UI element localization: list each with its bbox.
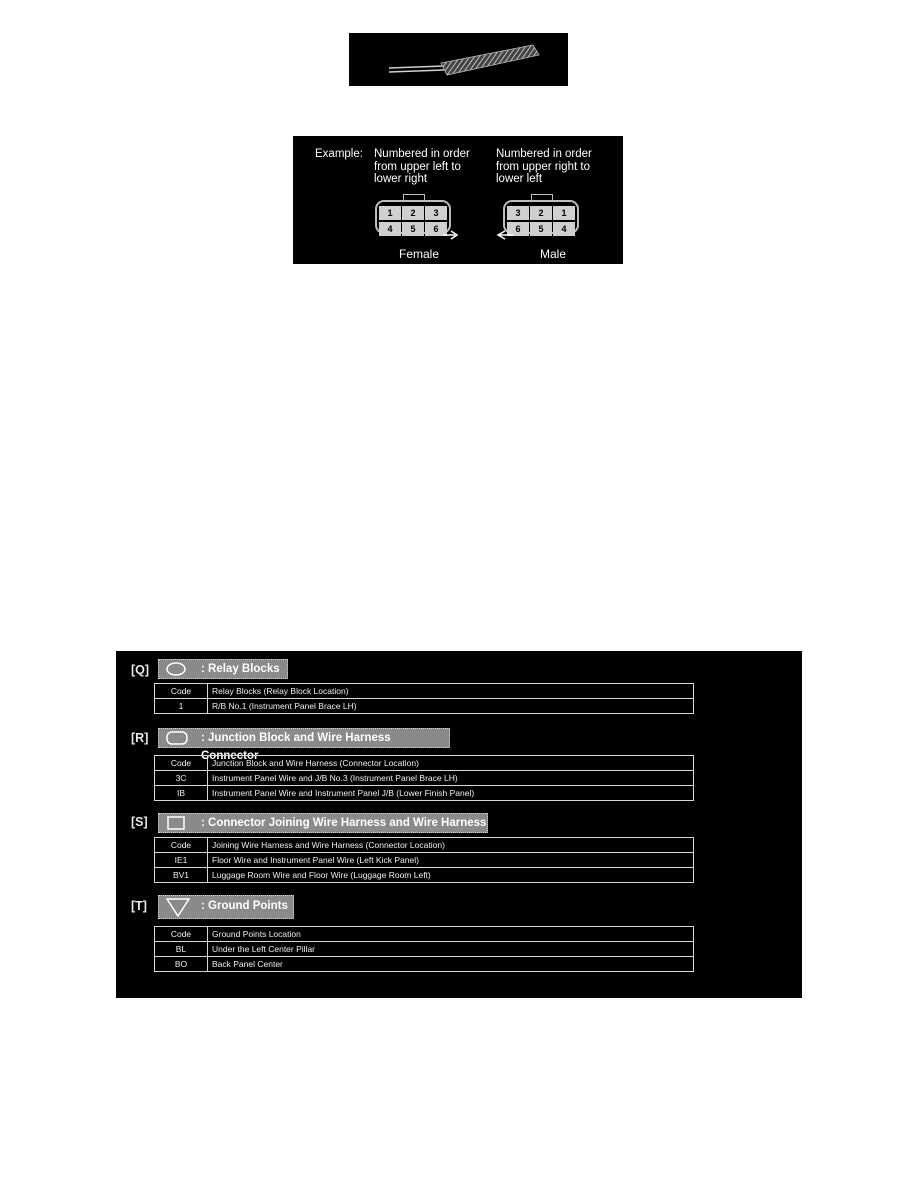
shielded-wire-image: [349, 33, 568, 86]
pin-number: 6: [425, 222, 447, 236]
male-connector: [503, 194, 581, 236]
pin-number: 2: [402, 206, 424, 220]
female-description: Numbered in order from upper left to lower right: [374, 148, 470, 185]
section-header-relay-blocks: [158, 659, 288, 679]
table-header-row: [155, 927, 694, 942]
junction-block-table: [154, 755, 694, 801]
section-header-ground-points: [158, 895, 294, 919]
square-icon: [165, 816, 187, 830]
table-row: [155, 957, 694, 972]
pin-number: 4: [379, 222, 401, 236]
male-description: Numbered in order from upper right to lower left: [496, 148, 592, 185]
shielded-wire-icon: [349, 33, 568, 86]
code-cell: BO: [155, 957, 208, 972]
circle-icon: [165, 662, 187, 676]
table-row: [155, 868, 694, 883]
pin-number: 5: [402, 222, 424, 236]
header-cell: Joining Wire Harness and Wire Harness (Connector Location): [208, 838, 694, 853]
rounded-rectangle-icon: [165, 731, 189, 745]
header-cell: Ground Points Location: [208, 927, 694, 942]
section-tag-q: [Q]: [131, 663, 150, 677]
code-cell: BV1: [155, 868, 208, 883]
table-header-row: [155, 684, 694, 699]
section-title: : Relay Blocks: [201, 663, 280, 675]
female-caption: Female: [399, 247, 440, 261]
header-cell: Code: [155, 684, 208, 699]
pin-number: 1: [553, 206, 575, 220]
code-cell: IE1: [155, 853, 208, 868]
location-cell: Instrument Panel Wire and Instrument Panel J/B (Lower Finish Panel): [208, 786, 694, 801]
table-header-row: [155, 756, 694, 771]
location-cell: Instrument Panel Wire and J/B No.3 (Instrument Panel Brace LH): [208, 771, 694, 786]
pin-number: 4: [553, 222, 575, 236]
female-connector: [375, 194, 453, 236]
table-row: [155, 853, 694, 868]
pin-number: 3: [507, 206, 529, 220]
section-title: : Ground Points: [201, 900, 288, 912]
code-cell: 1: [155, 699, 208, 714]
code-cell: BL: [155, 942, 208, 957]
section-title: : Connector Joining Wire Harness and Wire Harness: [201, 817, 487, 829]
pin-number: 3: [425, 206, 447, 220]
pin-number: 6: [507, 222, 529, 236]
pin-number: 1: [379, 206, 401, 220]
table-row: [155, 786, 694, 801]
code-cell: IB: [155, 786, 208, 801]
location-cell: Floor Wire and Instrument Panel Wire (Left Kick Panel): [208, 853, 694, 868]
header-cell: Code: [155, 838, 208, 853]
example-label: Example:: [315, 148, 363, 160]
section-tag-t: [T]: [131, 899, 147, 913]
location-cell: Under the Left Center Pillar: [208, 942, 694, 957]
table-row: [155, 699, 694, 714]
location-cell: Luggage Room Wire and Floor Wire (Luggage Room Left): [208, 868, 694, 883]
triangle-down-icon: [165, 897, 191, 917]
male-caption: Male: [540, 247, 567, 261]
section-tag-r: [R]: [131, 731, 149, 745]
connector-joining-table: [154, 837, 694, 883]
header-cell: Relay Blocks (Relay Block Location): [208, 684, 694, 699]
pin-number: 2: [530, 206, 552, 220]
connector-legend-panel: [116, 651, 802, 998]
location-cell: R/B No.1 (Instrument Panel Brace LH): [208, 699, 694, 714]
section-header-junction-block: [158, 728, 450, 762]
header-cell: Code: [155, 927, 208, 942]
arrow-left-icon: [493, 230, 513, 240]
table-header-row: [155, 838, 694, 853]
ground-points-table: [154, 926, 694, 972]
header-cell: Junction Block and Wire Harness (Connector Location): [208, 756, 694, 771]
table-row: [155, 942, 694, 957]
table-row: [155, 771, 694, 786]
pin-number: 5: [530, 222, 552, 236]
section-tag-s: [S]: [131, 815, 148, 829]
section-title: : Junction Block and Wire Harness Connector: [201, 732, 391, 762]
header-cell: Code: [155, 756, 208, 771]
pin-numbering-example: [293, 136, 623, 264]
arrow-right-icon: [443, 230, 463, 240]
relay-blocks-table: [154, 683, 694, 714]
code-cell: 3C: [155, 771, 208, 786]
section-header-connector-joining: [158, 813, 488, 833]
location-cell: Back Panel Center: [208, 957, 694, 972]
